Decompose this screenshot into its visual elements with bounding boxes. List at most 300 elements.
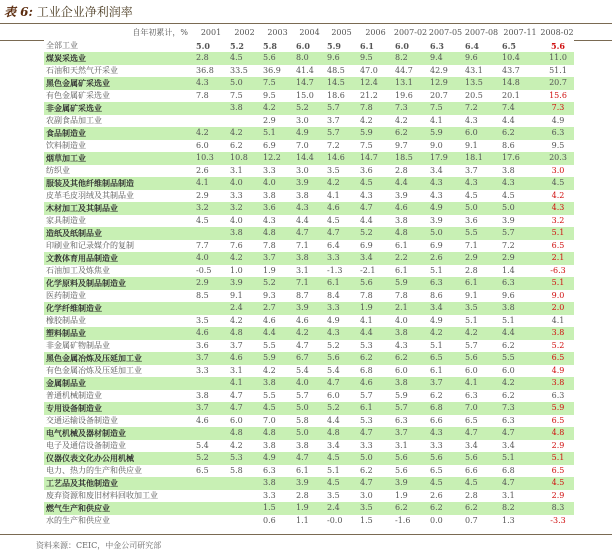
- value-cell: 4.2: [428, 327, 463, 340]
- value-cell: 6.5: [540, 415, 574, 428]
- industry-name: 仪器仪表文化办公用机械: [44, 452, 194, 465]
- table-row: [44, 90, 574, 103]
- value-cell: 6.1: [428, 365, 463, 378]
- value-cell: 3.5: [325, 165, 358, 178]
- value-cell: 4.7: [358, 477, 393, 490]
- value-cell: 12.4: [358, 77, 393, 90]
- value-cell: 4.1: [228, 377, 261, 390]
- industry-name: 专用设备制造业: [44, 402, 194, 415]
- value-cell: 2.1: [393, 302, 428, 315]
- industry-name: 电力、热力的生产和供应业: [44, 465, 194, 478]
- value-cell: 5.6: [325, 352, 358, 365]
- table-row: [44, 152, 574, 165]
- value-cell: 8.6: [428, 290, 463, 303]
- value-cell: 4.2: [325, 177, 358, 190]
- value-cell: 9.1: [228, 290, 261, 303]
- value-cell: 4.5: [325, 477, 358, 490]
- value-cell: 6.0: [500, 365, 540, 378]
- value-cell: 20.3: [540, 152, 574, 165]
- value-cell: 3.0: [540, 165, 574, 178]
- value-cell: 14.6: [325, 152, 358, 165]
- value-cell: 2.8: [194, 52, 228, 65]
- table-row: [44, 177, 574, 190]
- table-row: [44, 215, 574, 228]
- value-cell: 3.3: [325, 302, 358, 315]
- industry-name: 造纸及纸制品业: [44, 227, 194, 240]
- value-cell: 4.7: [294, 227, 325, 240]
- value-cell: 5.1: [261, 127, 294, 140]
- industry-name: 食品制造业: [44, 127, 194, 140]
- value-cell: 3.1: [228, 365, 261, 378]
- value-cell: 6.8: [500, 465, 540, 478]
- value-cell: 4.6: [228, 352, 261, 365]
- value-cell: 7.8: [261, 240, 294, 253]
- year-header: 2002: [234, 28, 255, 37]
- value-cell: 5.1: [428, 265, 463, 278]
- value-cell: 3.6: [261, 202, 294, 215]
- value-cell: 2.1: [540, 252, 574, 265]
- value-cell: 6.2: [500, 340, 540, 353]
- value-cell: 4.9: [428, 202, 463, 215]
- value-cell: 6.1: [358, 40, 393, 53]
- table-row: [44, 390, 574, 403]
- industry-name: 交通运输设备制造业: [44, 415, 194, 428]
- value-cell: 3.8: [393, 377, 428, 390]
- table-row: [44, 515, 574, 528]
- value-cell: 4.5: [358, 177, 393, 190]
- value-cell: [194, 490, 228, 503]
- table-row: [44, 77, 574, 90]
- year-header: 2005: [331, 28, 352, 37]
- value-cell: 4.8: [228, 427, 261, 440]
- value-cell: 6.4: [325, 240, 358, 253]
- value-cell: 1.3: [500, 515, 540, 528]
- value-cell: 4.2: [261, 365, 294, 378]
- value-cell: 13.1: [393, 77, 428, 90]
- value-cell: 8.3: [540, 502, 574, 515]
- value-cell: 4.0: [194, 252, 228, 265]
- value-cell: 5.6: [428, 452, 463, 465]
- value-cell: 12.9: [428, 77, 463, 90]
- value-cell: 5.1: [540, 452, 574, 465]
- value-cell: 8.4: [325, 290, 358, 303]
- value-cell: 6.0: [393, 365, 428, 378]
- value-cell: 3.5: [194, 315, 228, 328]
- year-header: 2001: [200, 28, 222, 37]
- industry-name: 水的生产和供应业: [44, 515, 194, 528]
- table-row: [44, 227, 574, 240]
- value-cell: 6.1: [294, 465, 325, 478]
- value-cell: -1.6: [393, 515, 428, 528]
- value-cell: 4.0: [294, 377, 325, 390]
- value-cell: 14.7: [294, 77, 325, 90]
- value-cell: 3.0: [294, 115, 325, 128]
- value-cell: 4.3: [500, 177, 540, 190]
- industry-name: 皮革毛皮羽绒及其制品业: [44, 190, 194, 203]
- value-cell: 4.0: [393, 315, 428, 328]
- industry-name: 文教体育用品制造业: [44, 252, 194, 265]
- value-cell: 3.2: [228, 202, 261, 215]
- value-cell: 5.2: [540, 340, 574, 353]
- industry-name: 橡胶制品业: [44, 315, 194, 328]
- value-cell: 3.7: [194, 402, 228, 415]
- value-cell: [194, 502, 228, 515]
- net-margin-table: [44, 27, 574, 527]
- value-cell: 3.8: [294, 440, 325, 453]
- value-cell: 7.5: [261, 77, 294, 90]
- top-rule: [0, 23, 612, 24]
- value-cell: 5.0: [228, 77, 261, 90]
- value-cell: 6.0: [463, 365, 500, 378]
- value-cell: 6.9: [358, 240, 393, 253]
- value-cell: 4.9: [540, 115, 574, 128]
- year-header: 2007-02: [393, 28, 428, 37]
- value-cell: [228, 477, 261, 490]
- value-cell: 4.2: [261, 102, 294, 115]
- table-row: [44, 465, 574, 478]
- industry-name: 废弃资源和废旧材料回收加工业: [44, 490, 194, 503]
- value-cell: 4.7: [500, 427, 540, 440]
- value-cell: 7.5: [358, 140, 393, 153]
- value-cell: 5.9: [261, 352, 294, 365]
- value-cell: 6.2: [393, 502, 428, 515]
- table-row: [44, 427, 574, 440]
- value-cell: 2.8: [294, 490, 325, 503]
- value-cell: 3.8: [261, 377, 294, 390]
- year-header: 2006: [365, 28, 386, 37]
- value-cell: 5.9: [428, 127, 463, 140]
- value-cell: 2.9: [194, 277, 228, 290]
- value-cell: 3.7: [393, 427, 428, 440]
- value-cell: 5.6: [540, 40, 574, 53]
- value-cell: 3.6: [463, 215, 500, 228]
- value-cell: 4.7: [228, 390, 261, 403]
- value-cell: 4.5: [194, 215, 228, 228]
- empty-cell: [194, 102, 228, 115]
- value-cell: 4.3: [358, 190, 393, 203]
- value-cell: 4.5: [228, 52, 261, 65]
- value-cell: 4.1: [325, 190, 358, 203]
- value-cell: 10.4: [500, 52, 540, 65]
- value-cell: 8.6: [500, 140, 540, 153]
- value-cell: 7.2: [500, 240, 540, 253]
- industry-name: 纺织业: [44, 165, 194, 178]
- value-cell: 4.7: [325, 377, 358, 390]
- value-cell: 6.0: [194, 140, 228, 153]
- value-cell: 5.6: [261, 52, 294, 65]
- value-cell: 1.1: [294, 515, 325, 528]
- value-cell: 5.2: [358, 227, 393, 240]
- value-cell: -2.1: [358, 265, 393, 278]
- value-cell: 1.9: [294, 502, 325, 515]
- value-cell: 3.8: [228, 227, 261, 240]
- industry-name: 有色金属矿采选业: [44, 90, 194, 103]
- table-row: [44, 65, 574, 78]
- value-cell: 6.5: [540, 240, 574, 253]
- table-row: [44, 452, 574, 465]
- value-cell: -0.0: [325, 515, 358, 528]
- value-cell: 3.8: [261, 440, 294, 453]
- value-cell: 5.3: [358, 415, 393, 428]
- value-cell: 3.9: [393, 477, 428, 490]
- value-cell: 4.3: [463, 115, 500, 128]
- value-cell: [228, 115, 261, 128]
- table-row: [44, 290, 574, 303]
- value-cell: 6.5: [428, 352, 463, 365]
- value-cell: 36.9: [261, 65, 294, 78]
- industry-name: 煤炭采选业: [44, 52, 194, 65]
- value-cell: 4.2: [500, 377, 540, 390]
- value-cell: 3.8: [500, 302, 540, 315]
- value-cell: 5.7: [294, 390, 325, 403]
- value-cell: 9.6: [500, 290, 540, 303]
- value-cell: 6.5: [500, 40, 540, 53]
- value-cell: 7.8: [393, 290, 428, 303]
- value-cell: 4.2: [540, 190, 574, 203]
- value-cell: 10.8: [228, 152, 261, 165]
- table-row: [44, 352, 574, 365]
- value-cell: 6.1: [325, 277, 358, 290]
- value-cell: 4.3: [325, 327, 358, 340]
- source-note: 资料来源：CEIC，中金公司研究部: [36, 541, 162, 550]
- value-cell: 6.3: [500, 277, 540, 290]
- value-cell: 4.2: [228, 127, 261, 140]
- value-cell: 2.4: [228, 302, 261, 315]
- value-cell: 1.9: [358, 302, 393, 315]
- value-cell: 48.5: [325, 65, 358, 78]
- value-cell: 3.0: [294, 165, 325, 178]
- table-row: [44, 440, 574, 453]
- value-cell: 3.6: [358, 165, 393, 178]
- value-cell: 4.5: [463, 477, 500, 490]
- value-cell: 3.1: [393, 440, 428, 453]
- value-cell: 2.9: [540, 440, 574, 453]
- value-cell: 5.5: [500, 352, 540, 365]
- value-cell: 4.7: [294, 340, 325, 353]
- value-cell: 6.3: [540, 127, 574, 140]
- value-cell: 2.9: [463, 252, 500, 265]
- value-cell: 19.6: [393, 90, 428, 103]
- value-cell: 14.8: [500, 77, 540, 90]
- value-cell: 1.0: [228, 265, 261, 278]
- value-cell: 1.9: [393, 490, 428, 503]
- industry-name: 黑色金属冶炼及压延加工业: [44, 352, 194, 365]
- value-cell: 3.3: [261, 165, 294, 178]
- value-cell: 5.2: [325, 402, 358, 415]
- value-cell: 6.5: [540, 465, 574, 478]
- value-cell: 3.8: [540, 377, 574, 390]
- value-cell: 17.9: [428, 152, 463, 165]
- table-row: [44, 302, 574, 315]
- industry-name: 燃气生产和供应业: [44, 502, 194, 515]
- industry-name: 饮料制造业: [44, 140, 194, 153]
- value-cell: 5.2: [261, 277, 294, 290]
- table-row: [44, 502, 574, 515]
- value-cell: 6.6: [428, 415, 463, 428]
- value-cell: 5.3: [228, 452, 261, 465]
- value-cell: 7.1: [294, 277, 325, 290]
- table-row: [44, 202, 574, 215]
- industry-name: 非金属矿物制品业: [44, 340, 194, 353]
- value-cell: 3.4: [428, 165, 463, 178]
- table-row: [44, 190, 574, 203]
- value-cell: 5.7: [325, 127, 358, 140]
- value-cell: 7.0: [294, 140, 325, 153]
- value-cell: 4.2: [194, 127, 228, 140]
- value-cell: 3.7: [228, 340, 261, 353]
- value-cell: 4.7: [294, 452, 325, 465]
- value-cell: 9.5: [261, 90, 294, 103]
- value-cell: 4.5: [540, 177, 574, 190]
- value-cell: 5.1: [540, 277, 574, 290]
- value-cell: 3.9: [428, 215, 463, 228]
- industry-name: 石油和天然气开采业: [44, 65, 194, 78]
- value-cell: [194, 115, 228, 128]
- value-cell: 4.9: [428, 315, 463, 328]
- value-cell: 5.4: [294, 365, 325, 378]
- value-cell: 4.5: [325, 215, 358, 228]
- value-cell: 1.9: [261, 265, 294, 278]
- value-cell: 4.3: [463, 177, 500, 190]
- value-cell: 5.1: [500, 452, 540, 465]
- value-cell: 6.9: [428, 240, 463, 253]
- value-cell: 4.3: [428, 177, 463, 190]
- value-cell: 9.7: [393, 140, 428, 153]
- value-cell: 4.4: [500, 115, 540, 128]
- table-row: [44, 377, 574, 390]
- value-cell: 6.0: [393, 40, 428, 53]
- value-cell: 3.8: [294, 190, 325, 203]
- value-cell: 5.7: [358, 390, 393, 403]
- value-cell: 9.4: [428, 52, 463, 65]
- value-cell: 5.2: [194, 452, 228, 465]
- value-cell: 3.8: [194, 390, 228, 403]
- value-cell: 3.7: [261, 252, 294, 265]
- value-cell: 3.3: [228, 190, 261, 203]
- value-cell: 2.6: [194, 165, 228, 178]
- value-cell: 2.8: [463, 265, 500, 278]
- value-cell: 5.9: [325, 40, 358, 53]
- value-cell: 7.1: [463, 240, 500, 253]
- value-cell: 0.0: [428, 515, 463, 528]
- value-cell: -3.3: [540, 515, 574, 528]
- value-cell: 6.5: [428, 465, 463, 478]
- value-cell: 3.8: [261, 477, 294, 490]
- empty-cell: [194, 427, 228, 440]
- value-cell: 7.3: [540, 102, 574, 115]
- value-cell: -1.3: [325, 265, 358, 278]
- value-cell: 9.3: [261, 290, 294, 303]
- value-cell: 3.3: [358, 440, 393, 453]
- value-cell: 4.1: [428, 115, 463, 128]
- value-cell: 4.8: [261, 427, 294, 440]
- value-cell: 9.1: [463, 140, 500, 153]
- value-cell: 5.4: [325, 365, 358, 378]
- value-cell: 4.4: [500, 327, 540, 340]
- value-cell: 7.2: [463, 102, 500, 115]
- value-cell: 4.2: [228, 315, 261, 328]
- value-cell: 5.7: [463, 340, 500, 353]
- value-cell: 4.6: [358, 377, 393, 390]
- value-cell: 4.5: [463, 190, 500, 203]
- table-body: [44, 27, 574, 527]
- value-cell: 5.6: [358, 277, 393, 290]
- value-cell: 3.5: [358, 502, 393, 515]
- table-row: [44, 127, 574, 140]
- value-cell: 5.1: [428, 340, 463, 353]
- value-cell: 3.1: [294, 265, 325, 278]
- value-cell: 3.3: [428, 440, 463, 453]
- industry-name: 电气机械及器材制造业: [44, 427, 194, 440]
- value-cell: 7.6: [228, 240, 261, 253]
- table-row: [44, 277, 574, 290]
- value-cell: 6.2: [428, 502, 463, 515]
- value-cell: 2.6: [428, 252, 463, 265]
- value-cell: 5.5: [261, 390, 294, 403]
- value-cell: 2.6: [428, 490, 463, 503]
- value-cell: 5.2: [294, 102, 325, 115]
- industry-name: 电子及通信设备制造业: [44, 440, 194, 453]
- value-cell: 6.2: [393, 352, 428, 365]
- value-cell: 4.7: [358, 202, 393, 215]
- value-cell: 7.0: [463, 402, 500, 415]
- industry-name: 服装及其他纤维制品制造: [44, 177, 194, 190]
- value-cell: 5.8: [294, 415, 325, 428]
- industry-name: 石油加工及炼焦业: [44, 265, 194, 278]
- table-row: [44, 115, 574, 128]
- value-cell: 3.9: [294, 302, 325, 315]
- value-cell: 2.7: [261, 302, 294, 315]
- value-cell: 0.6: [261, 515, 294, 528]
- value-cell: 2.2: [393, 252, 428, 265]
- value-cell: 1.4: [500, 265, 540, 278]
- value-cell: 3.8: [540, 327, 574, 340]
- value-cell: 3.4: [428, 302, 463, 315]
- value-cell: 6.0: [463, 127, 500, 140]
- value-cell: 8.2: [500, 502, 540, 515]
- value-cell: 20.1: [500, 90, 540, 103]
- value-cell: 0.7: [463, 515, 500, 528]
- value-cell: 6.2: [358, 352, 393, 365]
- value-cell: 43.7: [500, 65, 540, 78]
- value-cell: 5.8: [228, 465, 261, 478]
- value-cell: 13.5: [463, 77, 500, 90]
- value-cell: 18.6: [325, 90, 358, 103]
- value-cell: 5.1: [463, 315, 500, 328]
- value-cell: 2.8: [393, 165, 428, 178]
- table-row: [44, 402, 574, 415]
- value-cell: 5.4: [194, 440, 228, 453]
- value-cell: 15.0: [294, 90, 325, 103]
- value-cell: 36.8: [194, 65, 228, 78]
- value-cell: 4.8: [393, 227, 428, 240]
- value-cell: 6.0: [325, 390, 358, 403]
- value-cell: 4.8: [540, 427, 574, 440]
- value-cell: 6.5: [194, 465, 228, 478]
- value-cell: 4.3: [540, 202, 574, 215]
- industry-name: 化学纤维制造业: [44, 302, 194, 315]
- value-cell: 3.4: [325, 440, 358, 453]
- value-cell: 3.7: [463, 165, 500, 178]
- value-cell: 1.5: [261, 502, 294, 515]
- value-cell: 3.6: [194, 340, 228, 353]
- value-cell: 2.9: [500, 252, 540, 265]
- empty-cell: [194, 377, 228, 390]
- value-cell: 7.2: [325, 140, 358, 153]
- year-header: 2007-08: [464, 28, 499, 37]
- table-row: [44, 102, 574, 115]
- value-cell: 12.2: [261, 152, 294, 165]
